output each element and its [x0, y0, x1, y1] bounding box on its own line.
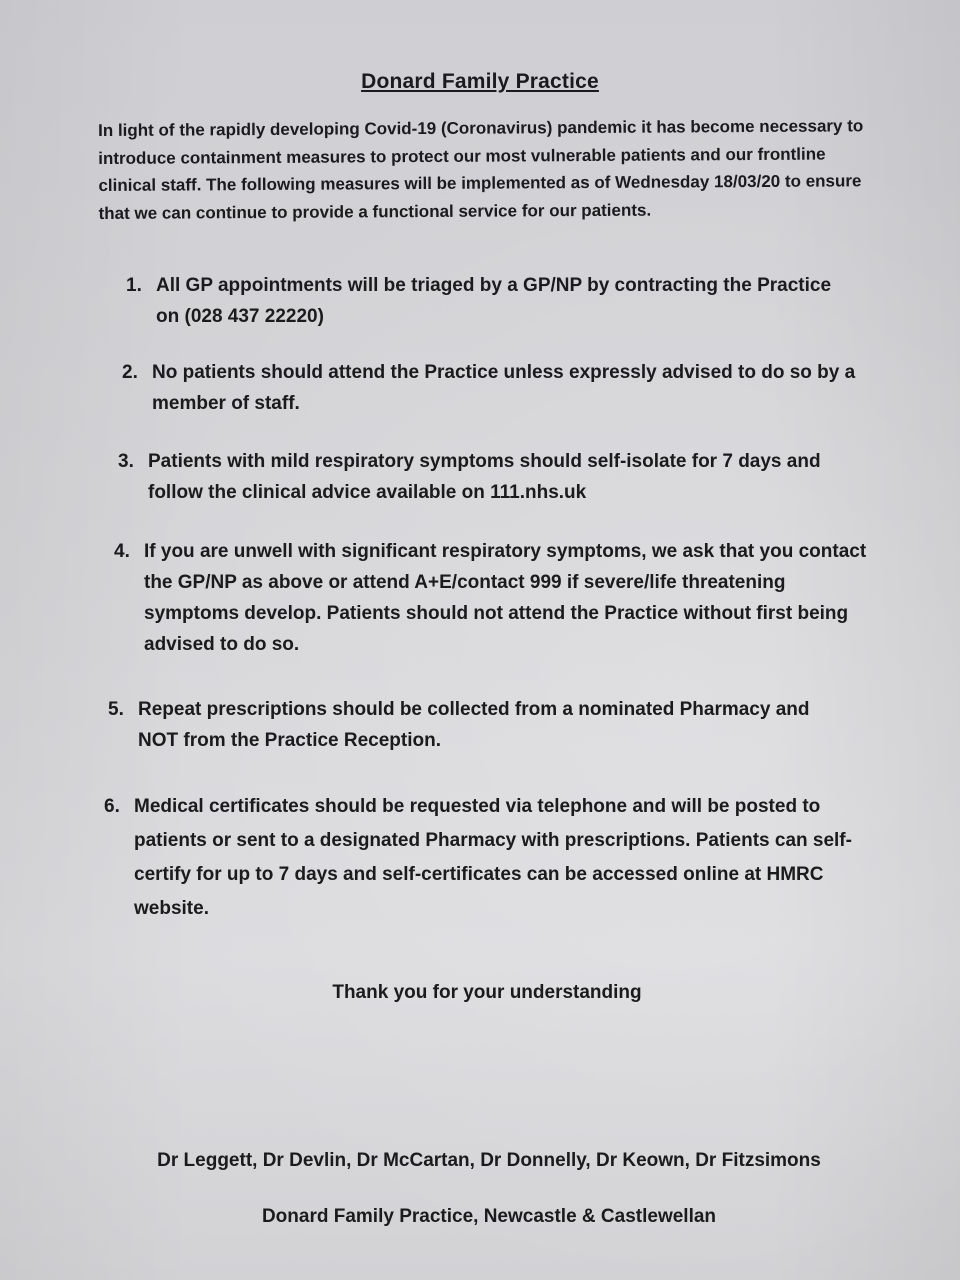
- doctors-list: Dr Leggett, Dr Devlin, Dr McCartan, Dr Donnelly, Dr Keown, Dr Fitzsimons: [157, 1150, 821, 1171]
- item-number: 4.: [114, 541, 130, 562]
- list-item: [118, 446, 838, 508]
- list-item: [114, 536, 884, 660]
- item-number: 6.: [104, 796, 120, 817]
- item-text: Repeat prescriptions should be collected from a nominated Pharmacy and NOT from the Practice Reception.: [138, 699, 810, 751]
- item-number: 2.: [122, 362, 138, 383]
- list-item: [126, 270, 856, 332]
- item-text: If you are unwell with significant respiratory symptoms, we ask that you contact the GP/NP as above or attend A+E/contact 999 if severe/life threatening symptoms develop. Patients should not attend the Practice without first being advised to do so.: [144, 541, 867, 655]
- practice-footer: Donard Family Practice, Newcastle & Castlewellan: [261, 1206, 717, 1227]
- item-text: Medical certificates should be requested via telephone and will be posted to patients or sent to a designated Pharmacy with prescriptions. Patients can self-certify for up to 7 days and self-certificates can be accessed online at HMRC website.: [134, 796, 852, 919]
- notice-title: Donard Family Practice: [361, 70, 599, 93]
- thanks-line: Thank you for your understanding: [332, 982, 642, 1003]
- item-number: 3.: [118, 451, 134, 472]
- item-number: 1.: [126, 275, 142, 296]
- item-text: No patients should attend the Practice unless expressly advised to do so by a member of staff.: [152, 362, 856, 414]
- intro-paragraph: In light of the rapidly developing Covid-19 (Coronavirus) pandemic it has become necessary to introduce containment measures to protect our most vulnerable patients and our frontline clinical staff. The following measures will be implemented as of Wednesday 18/03/20 to ensure that we can continue to provide a functional service for our patients.: [98, 116, 864, 223]
- list-item: [108, 694, 828, 756]
- item-number: 5.: [108, 699, 124, 720]
- item-text: Patients with mild respiratory symptoms should self-isolate for 7 days and follow the clinical advice available on 111.nhs.uk: [148, 451, 821, 503]
- list-item: [122, 357, 862, 419]
- item-text: All GP appointments will be triaged by a GP/NP by contracting the Practice on (028 437 22220): [156, 275, 832, 327]
- list-item: [104, 790, 884, 926]
